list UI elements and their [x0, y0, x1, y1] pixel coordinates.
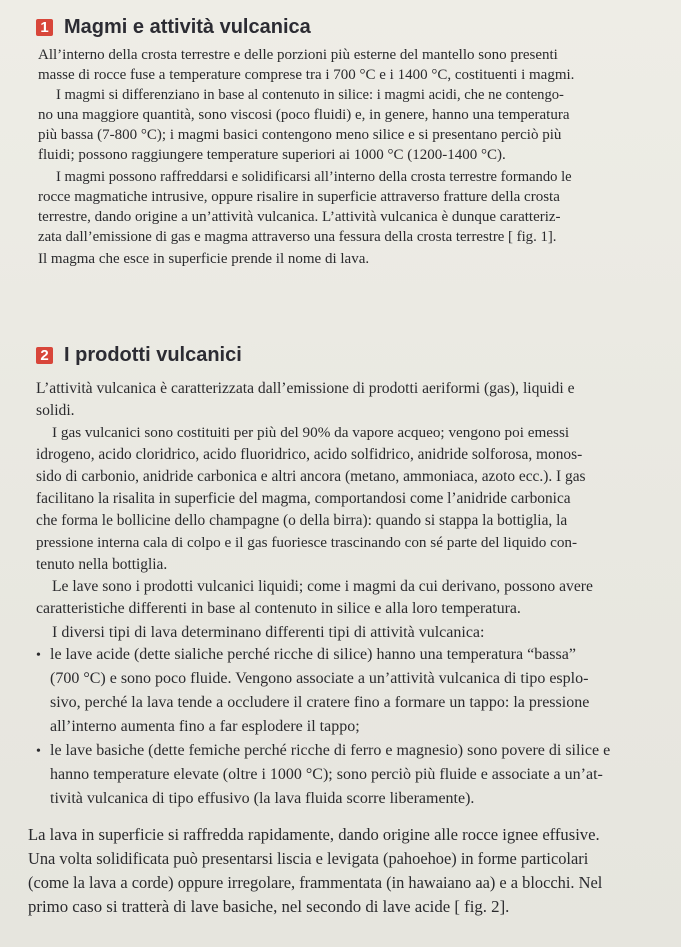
- section-2-heading: [36, 344, 242, 367]
- s2-line-23: primo caso si tratterà di lave basiche, nel secondo di lave acide [ fig. 2].: [28, 897, 510, 916]
- s2-line-14: (700 °C) e sono poco fluide. Vengono associate a un’attività vulcanica di tipo esplo-: [50, 670, 589, 687]
- s1-line-4: no una maggiore quantità, sono viscosi (poco fluidi) e, in genere, hanno una temperatura: [38, 107, 570, 123]
- s1-line-9: terrestre, dando origine a un’attività vulcanica. L’attività vulcanica è dunque caratteriz-: [38, 209, 561, 225]
- s2-line-18: hanno temperature elevate (oltre i 1000 °C); sono perciò più fluide e associate a un’at-: [50, 766, 603, 783]
- s2-line-13: le lave acide (dette sialiche perché ricche di silice) hanno una temperatura “bassa”: [50, 646, 576, 663]
- s2-line-5: sido di carbonio, anidride carbonica e altri ancora (metano, ammoniaca, azoto ecc.). I gas: [36, 468, 586, 485]
- s2-line-9: tenuto nella bottiglia.: [36, 556, 168, 573]
- section-1-number: 1: [36, 19, 53, 36]
- section-1-heading: [36, 16, 311, 39]
- s1-line-7: I magmi possono raffreddarsi e solidificarsi all’interno della crosta terrestre formando le: [56, 169, 572, 185]
- s2-line-11: caratteristiche differenti in base al contenuto in silice e alla loro temperatura.: [36, 600, 521, 617]
- s1-line-6: fluidi; possono raggiungere temperature superiori ai 1000 °C (1200-1400 °C).: [38, 147, 506, 163]
- s2-line-8: pressione interna cala di colpo e il gas fuoriesce trascinando con sé parte del liquido con-: [36, 534, 578, 551]
- s2-line-15: sivo, perché la lava tende a occludere il cratere fino a formare un tappo: la pressione: [50, 694, 590, 711]
- bullet-1: •: [36, 648, 41, 663]
- s1-line-8: rocce magmatiche intrusive, oppure risalire in superficie attraverso fratture della crosta: [38, 189, 560, 205]
- s1-line-3: I magmi si differenziano in base al contenuto in silice: i magmi acidi, che ne contengo-: [56, 87, 564, 103]
- s2-line-17: le lave basiche (dette femiche perché ricche di ferro e magnesio) sono povere di silice e: [50, 742, 611, 759]
- s1-line-1: All’interno della crosta terrestre e delle porzioni più esterne del mantello sono presenti: [38, 47, 558, 63]
- s2-line-2: solidi.: [36, 402, 75, 419]
- bullet-2: •: [36, 744, 41, 759]
- s1-line-2: masse di rocce fuse a temperature comprese tra i 700 °C e i 1400 °C, costituenti i magmi.: [38, 67, 575, 83]
- s2-line-10: Le lave sono i prodotti vulcanici liquidi; come i magmi da cui derivano, possono avere: [52, 578, 593, 595]
- s2-line-6: facilitano la risalita in superficie del magma, comportandosi come l’anidride carbonica: [36, 490, 571, 507]
- section-2-title: I prodotti vulcanici: [64, 344, 242, 366]
- s1-line-5: più bassa (7-800 °C); i magmi basici contengono meno silice e si presentano perciò più: [38, 127, 562, 143]
- s2-line-16: all’interno aumenta fino a far esplodere il tappo;: [50, 718, 360, 735]
- s2-line-3: I gas vulcanici sono costituiti per più del 90% da vapore acqueo; vengono poi emessi: [52, 424, 570, 441]
- s2-line-7: che forma le bollicine dello champagne (o della birra): quando si stappa la bottiglia, la: [36, 512, 568, 529]
- section-2-number: 2: [36, 347, 53, 364]
- s2-line-1: L’attività vulcanica è caratterizzata dall’emissione di prodotti aeriformi (gas), liquidi e: [36, 380, 575, 397]
- s2-line-20: La lava in superficie si raffredda rapidamente, dando origine alle rocce ignee effusive.: [28, 825, 600, 844]
- s2-line-22: (come la lava a corde) oppure irregolare, frammentata (in hawaiano aa) e a blocchi. Nel: [28, 873, 603, 892]
- s2-line-4: idrogeno, acido cloridrico, acido fluoridrico, acido solfidrico, anidride solforosa, monos-: [36, 446, 583, 463]
- s2-line-12: I diversi tipi di lava determinano differenti tipi di attività vulcanica:: [52, 624, 485, 641]
- section-1-title: Magmi e attività vulcanica: [64, 16, 311, 38]
- s2-line-21: Una volta solidificata può presentarsi liscia e levigata (pahoehoe) in forme particolari: [28, 849, 589, 868]
- s1-line-10: zata dall’emissione di gas e magma attraverso una fessura della crosta terrestre [ fig. 1].: [38, 229, 557, 245]
- s1-line-11: Il magma che esce in superficie prende il nome di lava.: [38, 251, 370, 267]
- s2-line-19: tività vulcanica di tipo effusivo (la lava fluida scorre liberamente).: [50, 790, 475, 807]
